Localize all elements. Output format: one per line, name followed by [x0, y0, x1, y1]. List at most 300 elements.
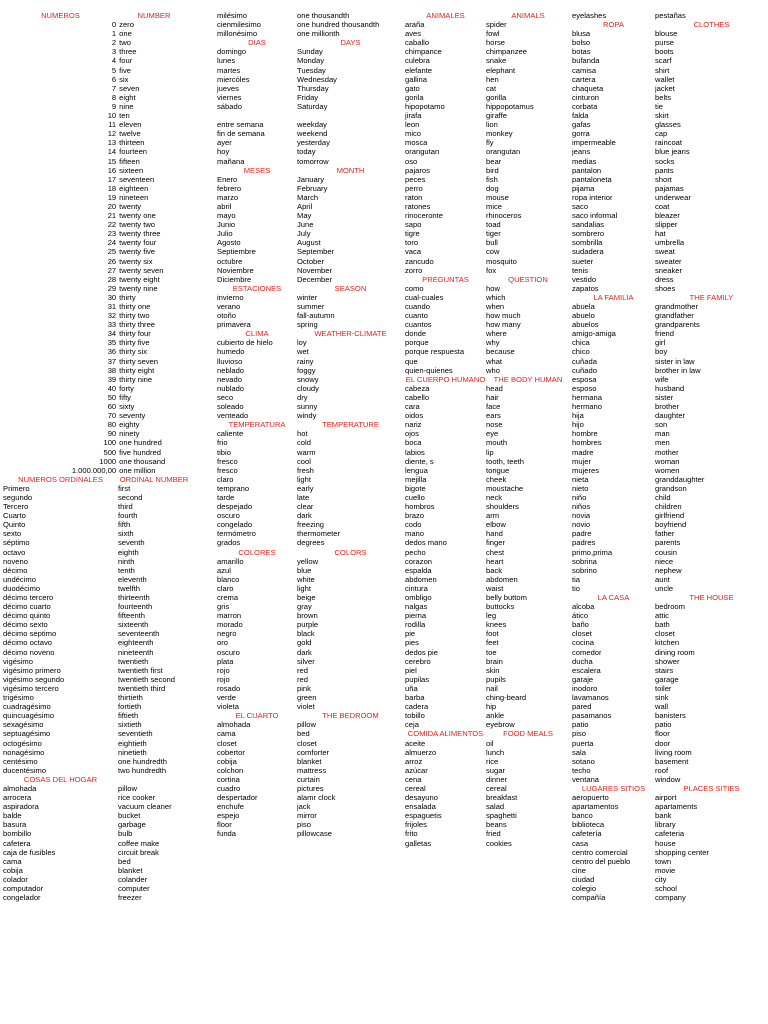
spanish-term: boca [405, 438, 422, 448]
spanish-term: 6 [111, 74, 117, 84]
english-term: thirty three [119, 320, 156, 330]
vocab-row [217, 211, 404, 220]
spanish-term: ensalada [405, 802, 436, 812]
vocab-row [572, 884, 768, 893]
english-term: pillowcase [297, 829, 333, 839]
english-term: door [655, 738, 671, 748]
vocab-row [405, 366, 570, 375]
spanish-term: biblioteca [572, 820, 605, 830]
english-term: spaghetti [486, 811, 517, 821]
section-header [3, 775, 190, 784]
vocab-row [405, 438, 570, 447]
english-term: cool [297, 456, 311, 466]
spanish-term: raton [405, 192, 423, 202]
vocab-row [3, 111, 190, 120]
spanish-term: porque respuesta [405, 347, 465, 357]
spanish-term: patio [572, 720, 589, 730]
vocab-row [405, 157, 570, 166]
english-term: ten [119, 111, 130, 121]
spanish-term: Noviembre [217, 265, 254, 275]
vocab-row [217, 684, 404, 693]
spanish-term: chico [572, 347, 590, 357]
spanish-term: compañía [572, 893, 606, 903]
spanish-term: mujer [572, 456, 591, 466]
spanish-term: 16 [107, 165, 117, 175]
vocab-row [572, 638, 768, 647]
spanish-term: mano [405, 529, 424, 539]
spanish-term: Cuarto [3, 511, 26, 521]
english-term: why [486, 338, 500, 348]
spanish-term: closet [572, 629, 592, 639]
spanish-term: mico [405, 129, 422, 139]
english-term: giraffe [486, 111, 507, 121]
spanish-term: gorra [572, 129, 590, 139]
english-term: horse [486, 38, 505, 48]
spanish-term: cama [217, 729, 236, 739]
vocab-row [217, 302, 404, 311]
english-term: back [486, 565, 503, 575]
english-term: hat [655, 229, 666, 239]
english-term: coat [655, 201, 670, 211]
english-term: how much [486, 311, 521, 321]
english-term: wall [655, 702, 669, 712]
english-term: stairs [655, 665, 674, 675]
spanish-term: piel [405, 665, 417, 675]
spanish-term: cobija [217, 756, 237, 766]
vocab-row [405, 584, 570, 593]
vocab-row [405, 775, 570, 784]
vocab-row [572, 347, 768, 356]
spanish-term: 39 [107, 374, 117, 384]
vocab-row [217, 111, 404, 120]
vocab-row [3, 275, 190, 284]
vocab-row [572, 357, 768, 366]
spanish-term: sotano [572, 756, 595, 766]
spanish-term: ducha [572, 656, 593, 666]
english-term: belts [655, 92, 672, 102]
spanish-term: nalgas [405, 602, 428, 612]
vocab-row [217, 766, 404, 775]
spanish-term: décimo quinto [3, 611, 51, 621]
english-term: clear [297, 502, 314, 512]
vocab-section [217, 548, 404, 712]
vocab-row [3, 284, 190, 293]
spanish-term: marron [217, 611, 242, 621]
english-heading: DAYS [340, 38, 361, 48]
vocab-row [217, 757, 404, 766]
spanish-term: hermana [572, 392, 602, 402]
english-term: blue jeans [655, 147, 690, 157]
vocab-row [572, 257, 768, 266]
english-term: degrees [297, 538, 325, 548]
vocab-row [3, 593, 190, 602]
vocab-row [3, 266, 190, 275]
vocab-row [3, 293, 190, 302]
vocab-row [572, 220, 768, 229]
english-term: eyebrow [486, 720, 515, 730]
vocab-row [572, 602, 768, 611]
vocab-row [3, 893, 190, 902]
spanish-term: alcoba [572, 602, 595, 612]
spanish-heading: ANIMALES [426, 11, 465, 20]
spanish-term: desayuno [405, 793, 438, 803]
vocab-row [3, 520, 190, 529]
vocab-row [405, 684, 570, 693]
english-term: vacuum cleaner [118, 802, 172, 812]
english-term: purple [297, 620, 319, 630]
english-term: bleazer [655, 211, 680, 221]
vocab-row [3, 866, 190, 875]
english-term: when [486, 302, 505, 311]
vocab-row [3, 829, 190, 838]
vocab-row [572, 775, 768, 784]
vocab-row [217, 238, 404, 247]
vocab-row [3, 857, 190, 866]
vocab-row [217, 202, 404, 211]
spanish-term: octubre [217, 256, 243, 266]
vocab-row [572, 47, 768, 56]
english-term: shoulders [486, 502, 519, 512]
spanish-term: cienmilesimo [217, 20, 261, 30]
english-term: rhinoceros [486, 211, 522, 221]
english-term: piso [297, 820, 311, 830]
english-term: attic [655, 611, 669, 621]
vocab-row [217, 820, 404, 829]
spanish-term: cortina [217, 774, 240, 784]
english-term: six [119, 74, 129, 84]
spanish-term [217, 111, 297, 120]
vocab-row [217, 11, 404, 20]
english-term: cat [486, 83, 497, 93]
vocab-row [217, 620, 404, 629]
english-term: gold [297, 638, 312, 648]
vocab-row [3, 384, 190, 393]
spanish-term: 3 [111, 47, 117, 57]
english-term: freezer [118, 893, 142, 903]
spanish-term: tenis [572, 265, 589, 275]
spanish-term: abril [217, 201, 232, 211]
english-term: lunch [486, 747, 505, 757]
spanish-term: 5 [111, 65, 117, 75]
english-term: scarf [655, 56, 672, 66]
english-term: warm [297, 447, 316, 457]
spanish-term: domingo [217, 47, 247, 57]
english-term: freezing [297, 520, 325, 530]
spanish-term: 9 [111, 101, 117, 111]
english-heading: QUESTION [508, 274, 548, 284]
english-term: arm [486, 511, 500, 521]
vocab-row [217, 220, 404, 229]
english-term: leg [486, 611, 497, 621]
vocab-row [572, 684, 768, 693]
spanish-term: despejado [217, 502, 253, 512]
vocab-row [217, 193, 404, 202]
english-term: fiftieth [118, 711, 139, 721]
spanish-term: impermeable [572, 138, 616, 148]
vocab-row [217, 311, 404, 320]
vocab-row [572, 493, 768, 502]
english-term: tooth, teeth [486, 456, 524, 466]
vocab-row [3, 347, 190, 356]
vocab-row [217, 429, 404, 438]
spanish-term: cabeza [405, 383, 430, 393]
spanish-term: garaje [572, 674, 594, 684]
english-term: bucket [118, 811, 141, 821]
vocab-row [405, 602, 570, 611]
vocab-row [405, 484, 570, 493]
vocab-row [217, 657, 404, 666]
english-term: fifteenth [118, 611, 146, 621]
spanish-term: escalera [572, 665, 601, 675]
column-4 [572, 11, 768, 902]
vocab-row [405, 420, 570, 429]
english-term: Monday [297, 56, 325, 66]
vocab-row [217, 638, 404, 647]
vocab-row [572, 648, 768, 657]
english-term: girlfriend [655, 511, 685, 521]
english-term: roof [655, 765, 669, 775]
vocab-row [3, 648, 190, 657]
spanish-term: espalda [405, 565, 432, 575]
vocab-row [217, 266, 404, 275]
vocab-row [572, 511, 768, 520]
vocab-row [3, 320, 190, 329]
english-term [297, 111, 404, 120]
vocab-row [572, 329, 768, 338]
english-term: eleven [119, 120, 142, 130]
english-term: banisters [655, 711, 686, 721]
english-term: dry [297, 392, 308, 402]
english-term: eightieth [118, 738, 147, 748]
english-term: grandfather [655, 311, 694, 321]
spanish-term: 23 [107, 229, 117, 239]
vocab-row [217, 593, 404, 602]
english-term: shopping center [655, 847, 710, 857]
english-term: four [119, 56, 133, 66]
english-term: Saturday [297, 101, 328, 111]
spanish-term: miercóles [217, 74, 250, 84]
vocab-section [572, 293, 768, 593]
spanish-term: cartera [572, 74, 596, 84]
spanish-term: tarde [217, 492, 235, 502]
spanish-term: hombros [405, 502, 435, 512]
spanish-term: banco [572, 811, 593, 821]
english-term: twenty seven [119, 265, 164, 275]
english-term: bear [486, 156, 502, 166]
vocab-row [405, 211, 570, 220]
vocab-row [405, 47, 570, 56]
english-term: spider [486, 20, 507, 30]
spanish-term: colegio [572, 884, 597, 893]
english-term: chimpanzee [486, 47, 527, 57]
vocab-row [405, 629, 570, 638]
spanish-term: tio [572, 583, 581, 593]
english-term: light [297, 474, 311, 484]
english-term: toe [486, 647, 497, 657]
english-term: elephant [486, 65, 516, 75]
english-term: second [118, 492, 143, 502]
vocab-row [217, 129, 404, 138]
vocab-row [405, 666, 570, 675]
english-term: thirtieth [118, 693, 143, 703]
vocab-row [405, 29, 570, 38]
english-term: boyfriend [655, 520, 687, 530]
vocab-section [217, 38, 404, 165]
english-term: ninetieth [118, 747, 147, 757]
vocab-row [405, 357, 570, 366]
english-term: cousin [655, 547, 677, 557]
english-term: daughter [655, 411, 685, 421]
vocab-row [217, 493, 404, 502]
english-term: what [486, 356, 503, 366]
spanish-term: rojo [217, 665, 230, 675]
vocab-row [405, 538, 570, 547]
english-term: sixth [118, 529, 134, 539]
english-term: grandmother [655, 302, 699, 311]
english-term: sixteen [119, 165, 144, 175]
spanish-term: ayer [217, 138, 232, 148]
english-term: how many [486, 320, 521, 330]
spanish-term: oro [217, 638, 228, 648]
vocab-row [572, 375, 768, 384]
vocab-row [572, 857, 768, 866]
vocab-row [217, 338, 404, 347]
english-term: twentieth second [118, 674, 175, 684]
spanish-term: millonésimo [217, 29, 258, 39]
vocab-row [572, 129, 768, 138]
section-header [572, 293, 768, 302]
english-term: sink [655, 693, 669, 703]
vocab-row [405, 75, 570, 84]
english-term: late [297, 492, 310, 502]
english-heading: NUMBER [137, 11, 171, 20]
english-term: abdomen [486, 574, 518, 584]
vocab-row [405, 766, 570, 775]
english-term: living room [655, 747, 692, 757]
spanish-term: primavera [217, 320, 251, 330]
spanish-term: 30 [107, 292, 117, 302]
spanish-term: primo,prima [572, 547, 613, 557]
english-term: computer [118, 884, 150, 893]
spanish-term: congelador [3, 893, 41, 903]
english-term: children [655, 502, 682, 512]
vocab-row [3, 138, 190, 147]
vocab-row [572, 620, 768, 629]
spanish-term: duodécimo [3, 583, 41, 593]
english-term: brother [655, 402, 680, 412]
vocab-row [3, 739, 190, 748]
vocab-row [3, 29, 190, 38]
english-term: aunt [655, 574, 670, 584]
vocab-row [572, 157, 768, 166]
vocab-row [405, 693, 570, 702]
english-term: socks [655, 156, 675, 166]
english-term: twelfth [118, 583, 140, 593]
vocab-section [217, 420, 404, 547]
english-heading: COLORS [334, 547, 367, 557]
vocab-row [3, 548, 190, 557]
vocab-row [405, 720, 570, 729]
english-term: one millionth [297, 29, 340, 39]
english-term: closet [655, 629, 675, 639]
english-term: twenty five [119, 247, 156, 257]
english-heading: THE HOUSE [689, 593, 734, 602]
spanish-term: 1.000.000,00 [71, 465, 117, 475]
vocab-row [3, 611, 190, 620]
vocab-row [3, 302, 190, 311]
spanish-term: abuelo [572, 311, 595, 321]
vocab-row [405, 557, 570, 566]
spanish-term: 33 [107, 320, 117, 330]
spanish-term: vigésimo segundo [3, 674, 65, 684]
english-term: April [297, 201, 313, 211]
spanish-term: 28 [107, 274, 117, 284]
spanish-term: rosado [217, 683, 241, 693]
spanish-term: diente, s [405, 456, 434, 466]
english-term: December [297, 274, 333, 284]
english-term: where [486, 329, 507, 339]
vocab-row [572, 75, 768, 84]
spanish-term: aceite [405, 738, 426, 748]
vocab-row [217, 56, 404, 65]
english-term: nine [119, 101, 134, 111]
spanish-term: 70 [107, 411, 117, 421]
english-term: raincoat [655, 138, 683, 148]
english-term: thirty nine [119, 374, 153, 384]
spanish-term: cobija [3, 865, 23, 875]
vocab-row [3, 175, 190, 184]
vocab-row [217, 648, 404, 657]
spanish-term: cinturon [572, 92, 600, 102]
spanish-term: piso [572, 729, 586, 739]
spanish-term: violeta [217, 702, 239, 712]
english-term: floor [655, 729, 670, 739]
english-term: beige [297, 593, 316, 602]
english-term: ninety [119, 429, 140, 439]
spanish-term: noveno [3, 556, 28, 566]
vocab-row [3, 147, 190, 156]
english-term: fowl [486, 29, 500, 39]
english-term: Thursday [297, 83, 329, 93]
english-term: one hundredth [118, 756, 167, 766]
vocab-row [405, 566, 570, 575]
spanish-term: cuadragésimo [3, 702, 51, 712]
spanish-term: pies [405, 638, 419, 648]
spanish-term: saco [572, 201, 589, 211]
spanish-term: verano [217, 302, 241, 311]
spanish-term: cine [572, 865, 586, 875]
english-term: tomorrow [297, 156, 329, 166]
spanish-term: 31 [107, 302, 117, 311]
vocab-row [217, 184, 404, 193]
section-header [217, 420, 404, 429]
english-term: nose [486, 420, 503, 430]
vocab-row [405, 293, 570, 302]
english-term: cereal [486, 783, 507, 793]
english-term: city [655, 874, 667, 884]
spanish-term: claro [217, 583, 234, 593]
spanish-term: sapo [405, 220, 422, 230]
spanish-term: abuelos [572, 320, 599, 330]
spanish-term: cereal [405, 783, 426, 793]
english-term: umbrella [655, 238, 685, 248]
vocab-row [217, 575, 404, 584]
vocab-row [3, 620, 190, 629]
vocab-row [405, 320, 570, 329]
spanish-term: abdomen [405, 574, 437, 584]
english-term: nineteenth [118, 647, 154, 657]
section-header [405, 11, 570, 20]
